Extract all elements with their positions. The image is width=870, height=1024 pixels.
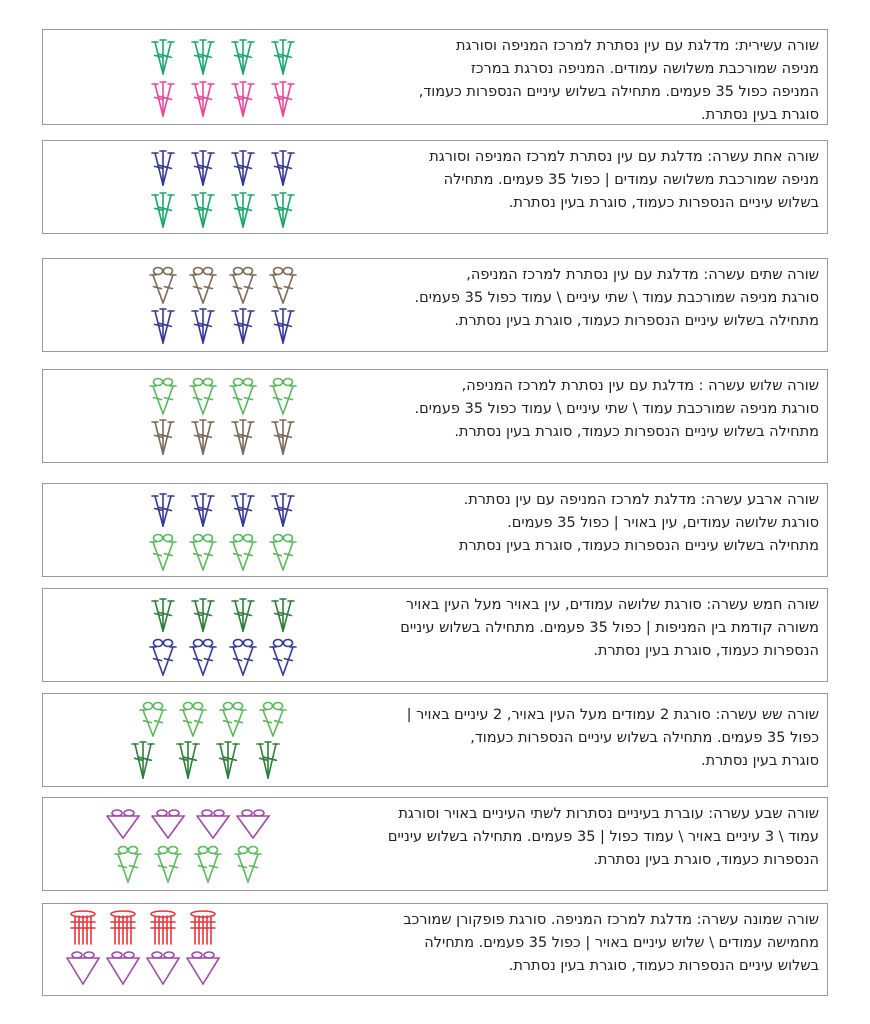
instruction-line: שורה אחת עשרה: מדלגת עם עין נסתרת למרכז המניפה וסורגת bbox=[429, 149, 819, 165]
pattern-row-11 bbox=[42, 140, 828, 234]
stitch-band bbox=[71, 911, 215, 944]
crochet-diagram bbox=[43, 30, 343, 125]
v-stitch-group bbox=[150, 535, 176, 571]
chain-stitch-group bbox=[290, 424, 296, 449]
popcorn-stitch-group bbox=[71, 911, 95, 944]
v-stitch-group bbox=[140, 703, 166, 737]
stitch-band bbox=[152, 151, 294, 185]
v-stitch-group bbox=[150, 640, 176, 676]
stitch-band bbox=[150, 379, 296, 415]
fan-stitch-group bbox=[272, 193, 294, 227]
stitch-band bbox=[150, 268, 296, 304]
fan-stitch-group bbox=[192, 151, 214, 185]
instruction-line: שורה שבע עשרה: עוברת בעיניים נסתרות לשתי העיניים באויר וסורגת bbox=[398, 806, 819, 822]
instruction-line: מניפה שמורכבת משלושה עמודים. המניפה נסרגת במרכז bbox=[470, 61, 819, 77]
pattern-row-16 bbox=[42, 693, 828, 787]
crochet-diagram bbox=[43, 259, 343, 352]
v-stitch-group bbox=[230, 379, 256, 415]
fan-stitch-group bbox=[272, 309, 294, 343]
fan-stitch-group bbox=[152, 309, 174, 343]
stitch-band bbox=[152, 599, 294, 631]
pattern-row-13 bbox=[42, 369, 828, 463]
instruction-line: המניפה כפול 35 פעמים. מתחילה בשלוש עיניים הנספרות כעמוד, bbox=[418, 84, 819, 100]
v-stitch-group bbox=[190, 535, 216, 571]
crochet-diagram bbox=[43, 589, 343, 682]
stitch-band bbox=[107, 810, 269, 838]
row-instructions bbox=[459, 489, 819, 558]
fan-stitch-group bbox=[232, 599, 254, 631]
v-stitch-group bbox=[190, 379, 216, 415]
popcorn-stitch-group bbox=[151, 911, 175, 944]
instruction-line: בשלוש עיניים הנספרות כעמוד, סוגרת בעין נסתרת. bbox=[508, 195, 819, 211]
v-stitch-group bbox=[115, 847, 141, 883]
triangle-stitch-group bbox=[107, 810, 139, 838]
fan-stitch-group bbox=[272, 82, 294, 116]
instruction-line: שורה שש עשרה: סורגת 2 עמודים מעל העין באויר, 2 עיניים באויר | bbox=[406, 707, 819, 723]
stitch-band bbox=[150, 535, 296, 571]
row-instructions bbox=[407, 704, 819, 773]
v-stitch-group bbox=[270, 640, 296, 676]
fan-stitch-group bbox=[232, 151, 254, 185]
fan-stitch-group bbox=[192, 193, 214, 227]
instruction-line: מתחילה בשלוש עיניים הנספרות כעמוד, סוגרת בעין נסתרת bbox=[458, 538, 819, 554]
instruction-line: שורה שתים עשרה: מדלגת עם עין נסתרת למרכז המניפה, bbox=[466, 267, 819, 283]
fan-stitch-group bbox=[232, 494, 254, 526]
v-stitch-group bbox=[260, 703, 286, 737]
v-stitch-group bbox=[270, 535, 296, 571]
crochet-diagram bbox=[43, 694, 343, 787]
stitch-band bbox=[152, 82, 294, 116]
pattern-row-18 bbox=[42, 903, 828, 996]
instruction-line: שורה חמש עשרה: סורגת שלושה עמודים, עין באויר מעל העין באויר bbox=[405, 597, 819, 613]
instruction-line: סורגת מניפה שמורכבת עמוד \ שתי עיניים \ עמוד כפול 35 פעמים. bbox=[414, 401, 819, 417]
crochet-diagram bbox=[43, 484, 343, 577]
chain-stitch-group bbox=[290, 852, 296, 877]
fan-stitch-group bbox=[232, 420, 254, 454]
instruction-line: מתחילה בשלוש עיניים הנספרות כעמוד, סוגרת בעין נסתרת. bbox=[454, 424, 819, 440]
stitch-band bbox=[67, 952, 219, 984]
popcorn-stitch-group bbox=[111, 911, 135, 944]
fan-stitch-group bbox=[232, 193, 254, 227]
triangle-stitch-group bbox=[107, 952, 139, 984]
v-stitch-group bbox=[150, 268, 176, 304]
fan-stitch-group bbox=[217, 742, 239, 778]
fan-stitch-group bbox=[192, 309, 214, 343]
pattern-row-12 bbox=[42, 258, 828, 352]
instruction-line: עמוד \ 3 עיניים באויר \ עמוד כפול | 35 פעמים. מתחילה בשלוש עיניים bbox=[387, 829, 819, 845]
instruction-line: הנספרות כעמוד, סוגרת בעין נסתרת. bbox=[593, 643, 819, 659]
crochet-diagram bbox=[43, 904, 343, 996]
stitch-band bbox=[152, 40, 294, 74]
v-stitch-group bbox=[190, 640, 216, 676]
fan-stitch-group bbox=[152, 151, 174, 185]
pattern-row-14 bbox=[42, 483, 828, 577]
chain-stitch-group bbox=[290, 708, 296, 733]
instruction-line: כפול 35 פעמים. מתחילה בשלוש עיניים הנספרות כעמוד, bbox=[470, 730, 819, 746]
stitch-band bbox=[152, 420, 294, 454]
v-stitch-group bbox=[270, 379, 296, 415]
instruction-line: שורה עשירית: מדלגת עם עין נסתרת למרכז המניפה וסורגת bbox=[456, 38, 819, 54]
v-stitch-group bbox=[220, 703, 246, 737]
v-stitch-group bbox=[155, 847, 181, 883]
fan-stitch-group bbox=[132, 742, 154, 778]
fan-stitch-group bbox=[152, 420, 174, 454]
instruction-line: מניפה שמורכבת משלושה עמודים | כפול 35 פעמים. מתחילה bbox=[443, 172, 819, 188]
fan-stitch-group bbox=[232, 40, 254, 74]
fan-stitch-group bbox=[192, 599, 214, 631]
fan-stitch-group bbox=[272, 40, 294, 74]
instruction-line: מחמישה עמודים \ שלוש עיניים באויר | כפול 35 פעמים. מתחילה bbox=[424, 935, 819, 951]
fan-stitch-group bbox=[272, 420, 294, 454]
fan-stitch-group bbox=[152, 40, 174, 74]
row-instructions bbox=[429, 146, 819, 215]
instruction-line: בשלוש עיניים הנספרות כעמוד, סוגרת בעין נסתרת. bbox=[508, 958, 819, 974]
triangle-stitch-group bbox=[237, 810, 269, 838]
instruction-line: הנספרות כעמוד, סוגרת בעין נסתרת. bbox=[593, 852, 819, 868]
instruction-line: שורה שלוש עשרה : מדלגת עם עין נסתרת למרכז המניפה, bbox=[461, 378, 819, 394]
popcorn-stitch-group bbox=[191, 911, 215, 944]
v-stitch-group bbox=[230, 640, 256, 676]
triangle-stitch-group bbox=[147, 952, 179, 984]
instruction-line: שורה ארבע עשרה: מדלגת למרכז המניפה עם עין נסתרת. bbox=[463, 492, 819, 508]
stitch-band bbox=[115, 847, 261, 883]
chain-stitch-group bbox=[290, 958, 296, 983]
v-stitch-group bbox=[180, 703, 206, 737]
row-instructions bbox=[415, 264, 819, 333]
fan-stitch-group bbox=[192, 40, 214, 74]
fan-stitch-group bbox=[152, 82, 174, 116]
pattern-row-15 bbox=[42, 588, 828, 682]
instruction-line: סוגרת בעין נסתרת. bbox=[701, 753, 819, 769]
stitch-band bbox=[150, 640, 296, 676]
stitch-band bbox=[152, 193, 294, 227]
crochet-diagram bbox=[43, 141, 343, 234]
row-instructions bbox=[400, 594, 819, 663]
fan-stitch-group bbox=[192, 82, 214, 116]
fan-stitch-group bbox=[152, 193, 174, 227]
instruction-line: סוגרת בעין נסתרת. bbox=[701, 107, 819, 123]
fan-stitch-group bbox=[152, 599, 174, 631]
stitch-band bbox=[152, 494, 294, 526]
triangle-stitch-group bbox=[152, 810, 184, 838]
v-stitch-group bbox=[195, 847, 221, 883]
v-stitch-group bbox=[150, 379, 176, 415]
crochet-diagram bbox=[43, 798, 343, 891]
stitch-band bbox=[152, 309, 294, 343]
chain-stitch-group bbox=[290, 44, 296, 69]
v-stitch-group bbox=[190, 268, 216, 304]
row-instructions bbox=[419, 35, 819, 125]
fan-stitch-group bbox=[272, 599, 294, 631]
row-instructions bbox=[388, 803, 819, 872]
chain-stitch-group bbox=[290, 918, 296, 943]
row-instructions bbox=[415, 375, 819, 444]
row-instructions bbox=[403, 909, 819, 978]
fan-stitch-group bbox=[232, 309, 254, 343]
fan-stitch-group bbox=[272, 494, 294, 526]
triangle-stitch-group bbox=[197, 810, 229, 838]
fan-stitch-group bbox=[232, 82, 254, 116]
v-stitch-group bbox=[230, 268, 256, 304]
triangle-stitch-group bbox=[67, 952, 99, 984]
fan-stitch-group bbox=[152, 494, 174, 526]
v-stitch-group bbox=[230, 535, 256, 571]
fan-stitch-group bbox=[192, 420, 214, 454]
stitch-band bbox=[140, 703, 286, 737]
fan-stitch-group bbox=[272, 151, 294, 185]
instruction-line: שורה שמונה עשרה: מדלגת למרכז המניפה. סורגת פופקורן שמורכב bbox=[403, 912, 819, 928]
instruction-line: מתחילה בשלוש עיניים הנספרות כעמוד, סוגרת בעין נסתרת. bbox=[454, 313, 819, 329]
instruction-line: סורגת שלושה עמודים, עין באויר | כפול 35 פעמים. bbox=[507, 515, 819, 531]
stitch-band bbox=[132, 742, 279, 778]
pattern-row-10 bbox=[42, 29, 828, 125]
chain-stitch-group bbox=[290, 313, 296, 338]
fan-stitch-group bbox=[192, 494, 214, 526]
chain-stitch-group bbox=[290, 748, 296, 773]
chain-stitch-group bbox=[290, 155, 296, 180]
v-stitch-group bbox=[270, 268, 296, 304]
triangle-stitch-group bbox=[187, 952, 219, 984]
instruction-line: סורגת מניפה שמורכבת עמוד \ שתי עיניים \ עמוד כפול 35 פעמים. bbox=[414, 290, 819, 306]
pattern-row-17 bbox=[42, 797, 828, 891]
crochet-diagram bbox=[43, 370, 343, 463]
fan-stitch-group bbox=[177, 742, 199, 778]
instruction-line: משורה קודמת בין המניפות | כפול 35 פעמים. מתחילה בשלוש עיניים bbox=[400, 620, 819, 636]
chain-stitch-group bbox=[290, 812, 296, 837]
fan-stitch-group bbox=[257, 742, 279, 778]
v-stitch-group bbox=[235, 847, 261, 883]
